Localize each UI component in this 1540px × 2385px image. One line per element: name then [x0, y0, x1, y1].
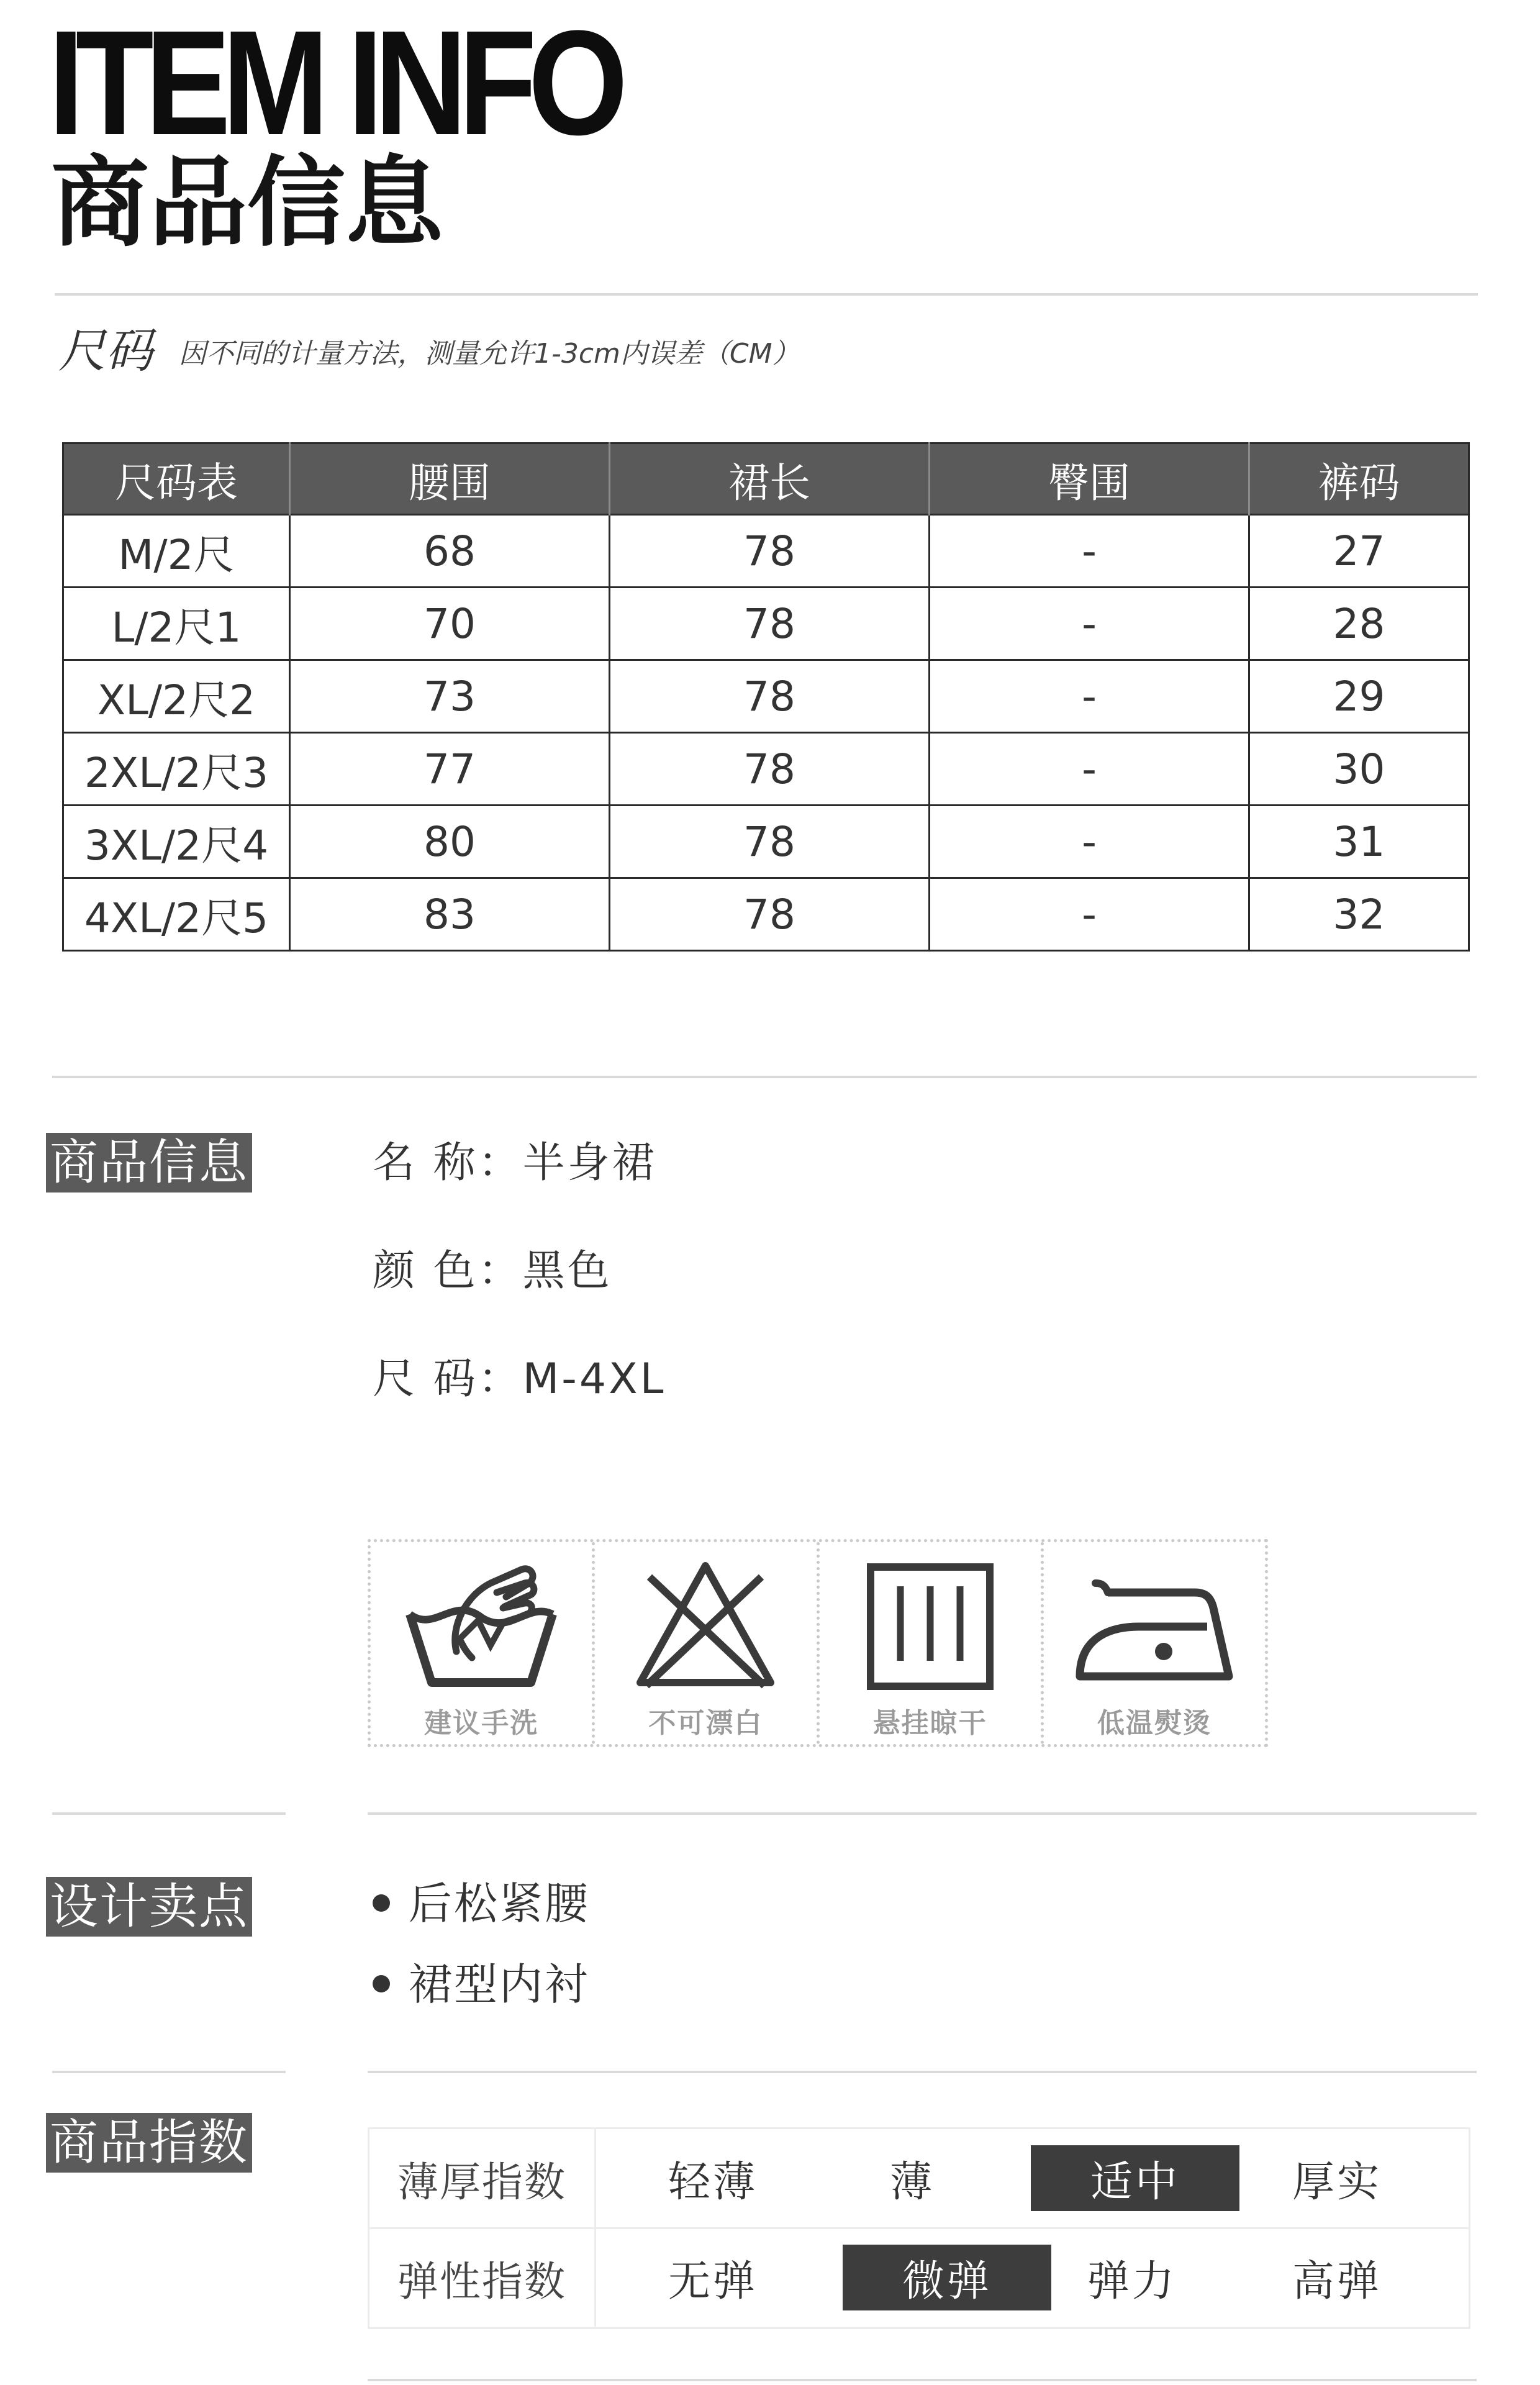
size-note-label: 尺码 — [58, 323, 153, 378]
page-title-cn: 商品信息 — [51, 146, 443, 260]
divider — [52, 1076, 1477, 1078]
index-option: 无弹 — [668, 2256, 758, 2306]
table-row — [63, 588, 1469, 660]
size-note-text: 因不同的计量方法，测量允许1-3cm内误差（CM） — [179, 338, 800, 370]
care-instructions — [368, 1539, 1268, 1747]
table-cell: - — [930, 733, 1249, 806]
index-row-elasticity — [369, 2228, 1469, 2327]
list-item — [373, 1876, 590, 1932]
design-point-text: 后松紧腰 — [409, 1878, 590, 1929]
index-option-selected: 适中 — [1031, 2145, 1239, 2211]
table-cell: 78 — [610, 733, 930, 806]
bullet-icon — [373, 1975, 390, 1992]
table-cell: 30 — [1249, 733, 1469, 806]
care-item — [371, 1542, 595, 1744]
care-item — [820, 1542, 1044, 1744]
table-cell: 4XL/2尺5 — [63, 878, 290, 951]
size-table-header-row — [63, 443, 1469, 515]
design-point-text: 裙型内衬 — [409, 1959, 590, 2010]
divider — [368, 2379, 1477, 2381]
size-table-header: 腰围 — [290, 443, 610, 515]
size-table-header: 裤码 — [1249, 443, 1469, 515]
table-cell: 29 — [1249, 660, 1469, 733]
table-cell: 77 — [290, 733, 610, 806]
index-table — [368, 2127, 1470, 2329]
table-cell: 3XL/2尺4 — [63, 806, 290, 878]
table-cell: 78 — [610, 588, 930, 660]
index-option: 厚实 — [1292, 2157, 1382, 2207]
bullet-icon — [373, 1894, 390, 1912]
info-line-name: 名 称：半身裙 — [373, 1138, 657, 1188]
divider — [368, 1812, 1477, 1815]
table-row — [63, 515, 1469, 588]
table-cell: 80 — [290, 806, 610, 878]
table-cell: 2XL/2尺3 — [63, 733, 290, 806]
table-cell: 68 — [290, 515, 610, 588]
size-table-header: 臀围 — [930, 443, 1249, 515]
section-label-design-points: 设计卖点 — [46, 1877, 252, 1937]
section-label-product-info: 商品信息 — [46, 1133, 252, 1192]
list-item — [373, 1956, 590, 2012]
divider — [55, 293, 1478, 296]
divider — [52, 2071, 286, 2073]
index-row-label: 薄厚指数 — [369, 2129, 596, 2227]
divider — [368, 2071, 1477, 2073]
table-cell: - — [930, 806, 1249, 878]
info-line-color: 颜 色：黑色 — [373, 1247, 612, 1296]
table-row — [63, 806, 1469, 878]
care-label: 建议手洗 — [424, 1707, 539, 1739]
table-cell: XL/2尺2 — [63, 660, 290, 733]
index-row-label: 弹性指数 — [369, 2228, 596, 2327]
table-row — [63, 660, 1469, 733]
care-item — [1044, 1542, 1265, 1744]
table-cell: 27 — [1249, 515, 1469, 588]
index-option: 弹力 — [1087, 2256, 1177, 2306]
index-row-thickness — [369, 2129, 1469, 2229]
care-label: 悬挂晾干 — [872, 1707, 987, 1739]
table-cell: - — [930, 588, 1249, 660]
table-cell: L/2尺1 — [63, 588, 290, 660]
table-cell: 78 — [610, 660, 930, 733]
table-cell: 78 — [610, 806, 930, 878]
index-option-selected: 微弹 — [843, 2245, 1051, 2310]
index-option: 薄 — [889, 2157, 935, 2207]
divider — [52, 1812, 286, 1815]
table-cell: 78 — [610, 515, 930, 588]
table-cell: M/2尺 — [63, 515, 290, 588]
table-cell: 83 — [290, 878, 610, 951]
size-table-header: 裙长 — [610, 443, 930, 515]
care-item — [595, 1542, 819, 1744]
table-cell: 73 — [290, 660, 610, 733]
size-table — [62, 442, 1470, 952]
care-label: 低温熨烫 — [1097, 1707, 1212, 1739]
table-row — [63, 733, 1469, 806]
table-cell: 32 — [1249, 878, 1469, 951]
table-cell: - — [930, 878, 1249, 951]
page-title-en: ITEM INFO — [48, 0, 620, 166]
table-row — [63, 878, 1469, 951]
table-cell: 70 — [290, 588, 610, 660]
table-cell: 28 — [1249, 588, 1469, 660]
index-option: 高弹 — [1292, 2256, 1382, 2306]
table-cell: - — [930, 515, 1249, 588]
care-label: 不可漂白 — [648, 1707, 763, 1739]
table-cell: 31 — [1249, 806, 1469, 878]
index-option: 轻薄 — [668, 2157, 758, 2207]
info-line-size: 尺 码：M-4XL — [373, 1355, 666, 1404]
section-label-index: 商品指数 — [46, 2113, 252, 2173]
table-cell: 78 — [610, 878, 930, 951]
table-cell: - — [930, 660, 1249, 733]
size-table-header: 尺码表 — [63, 443, 290, 515]
